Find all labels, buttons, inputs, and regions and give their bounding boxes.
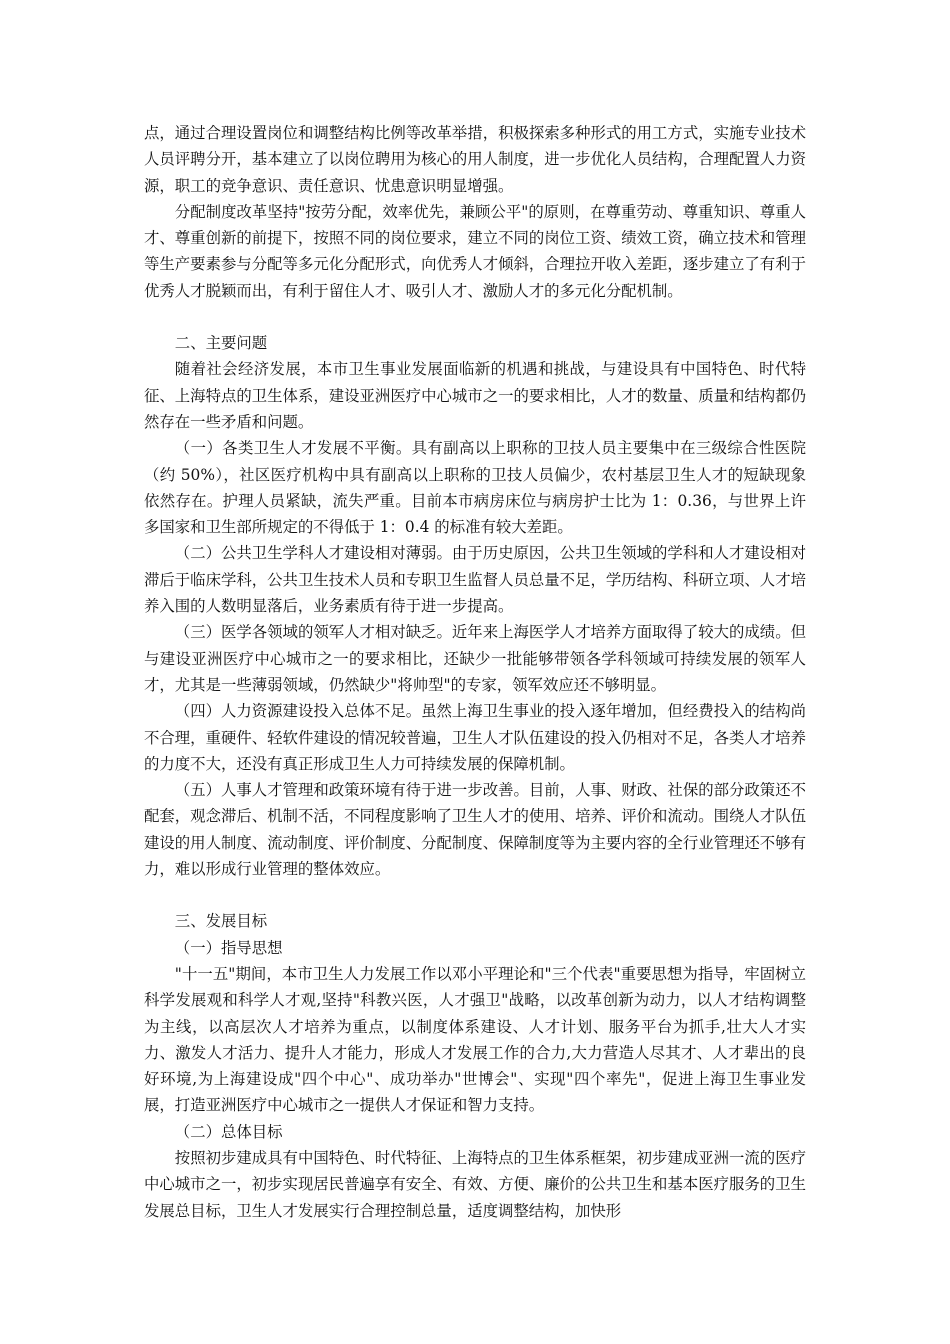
paragraph-guiding-ideology: "十一五"期间，本市卫生人力发展工作以邓小平理论和"三个代表"重要思想为指导，牢固树立科学发展观和科学人才观,坚持"科教兴医，人才强卫"战略，以改革创新为动力，以人才结构调整为主线，以高层次人才培养为重点，以制度体系建设、人才计划、服务平台为抓手,壮大人才实力、激发人才活力、提升人才能力，形成人才发展工作的合力,大力营造人尽其才、人才辈出的良好环境,为上海建设成"四个中心"、成功举办"世博会"、实现"四个率先"，促进上海卫生事业发展，打造亚洲医疗中心城市之一提供人才保证和智力支持。 xyxy=(144,964,806,1115)
paragraph-problem-1: （一）各类卫生人才发展不平衡。具有副高以上职称的卫技人员主要集中在三级综合性医院（约 50%），社区医疗机构中具有副高以上职称的卫技人员偏少，农村基层卫生人才的短缺现象依然存在。护理人员紧缺，流失严重。目前本市病房床位与病房护士比为 1：0.36，与世界上许多国家和卫生部所规定的不得低于 1：0.4 的标准有较大差距。 xyxy=(144,439,806,537)
paragraph-problem-3: （三）医学各领域的领军人才相对缺乏。近年来上海医学人才培养方面取得了较大的成绩。但与建设亚洲医疗中心城市之一的要求相比，还缺少一批能够带领各学科领域可持续发展的领军人才，尤其是一些薄弱领域，仍然缺少"将帅型"的专家，领军效应还不够明显。 xyxy=(144,623,806,694)
subheading-overall-goals: （二）总体目标 xyxy=(174,1122,283,1141)
paragraph-problem-2: （二）公共卫生学科人才建设相对薄弱。由于历史原因，公共卫生领域的学科和人才建设相对滞后于临床学科，公共卫生技术人员和专职卫生监督人员总量不足，学历结构、科研立项、人才培养入围的人数明显落后，业务素质有待于进一步提高。 xyxy=(144,544,806,616)
document-page xyxy=(144,120,806,1224)
paragraph-overall-goals: 按照初步建成具有中国特色、时代特征、上海特点的卫生体系框架，初步建成亚洲一流的医疗中心城市之一，初步实现居民普遍享有安全、有效、方便、廉价的公共卫生和基本医疗服务的卫生发展总目标，卫生人才发展实行合理控制总量，适度调整结构，加快形 xyxy=(144,1148,806,1220)
paragraph-problem-5: （五）人事人才管理和政策环境有待于进一步改善。目前，人事、财政、社保的部分政策还不配套，观念滞后、机制不活，不同程度影响了卫生人才的使用、培养、评价和流动。围绕人才队伍建设的用人制度、流动制度、评价制度、分配制度、保障制度等为主要内容的全行业管理还不够有力，难以形成行业管理的整体效应。 xyxy=(144,781,806,879)
paragraph-problem-4: （四）人力资源建设投入总体不足。虽然上海卫生事业的投入逐年增加，但经费投入的结构尚不合理，重硬件、轻软件建设的情况较普遍，卫生人才队伍建设的投入仍相对不足，各类人才培养的力度不大，还没有真正形成卫生人力可持续发展的保障机制。 xyxy=(144,702,806,773)
section-heading-main-problems: 二、主要问题 xyxy=(174,334,268,353)
subheading-guiding-ideology: （一）指导思想 xyxy=(174,938,283,957)
paragraph-staffing-reform-continuation: 点，通过合理设置岗位和调整结构比例等改革举措，积极探索多种形式的用工方式，实施专业技术人员评聘分开，基本建立了以岗位聘用为核心的用人制度，进一步优化人员结构，合理配置人力资源，职工的竞争意识、责任意识、忧患意识明显增强。 xyxy=(144,124,806,195)
paragraph-distribution-reform: 分配制度改革坚持"按劳分配，效率优先，兼顾公平"的原则，在尊重劳动、尊重知识、尊重人才、尊重创新的前提下，按照不同的岗位要求，建立不同的岗位工资、绩效工资，确立技术和管理等生产要素参与分配等多元化分配形式，向优秀人才倾斜，合理拉开收入差距，逐步建立了有利于优秀人才脱颖而出，有利于留住人才、吸引人才、激励人才的多元化分配机制。 xyxy=(144,202,806,300)
section-spacer xyxy=(144,304,806,330)
section-heading-development-goals: 三、发展目标 xyxy=(174,912,268,931)
section-spacer xyxy=(144,882,806,908)
paragraph-problems-intro: 随着社会经济发展，本市卫生事业发展面临新的机遇和挑战，与建设具有中国特色、时代特征、上海特点的卫生体系，建设亚洲医疗中心城市之一的要求相比，人才的数量、质量和结构都仍然存在一些矛盾和问题。 xyxy=(144,360,806,431)
